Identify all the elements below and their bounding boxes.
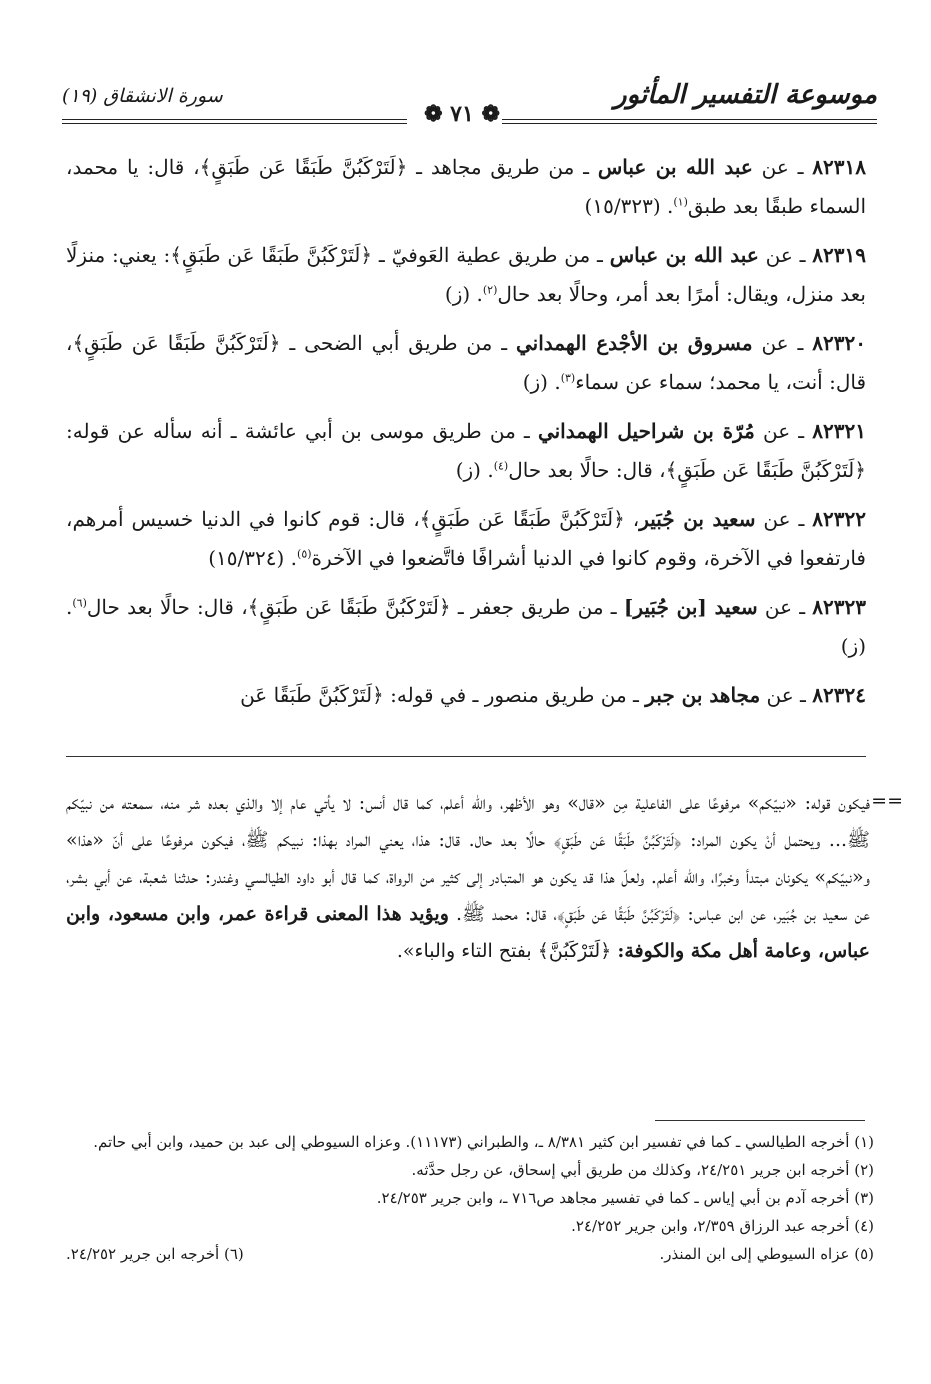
- narration-number: ٨٢٣٢٣: [812, 595, 866, 619]
- footnote-1: (١) أخرجه الطيالسي ـ كما في تفسير ابن كثير ٨/٣٨١ ـ، والطبراني (١١١٧٣). وعزاه السيوطي إلى عبد بن حميد، وابن أبي حاتم.: [93, 1133, 874, 1151]
- narrator-name: سعيد [بن جُبَير]: [623, 595, 758, 619]
- narrator-name: سعيد بن جُبَير: [639, 507, 756, 531]
- notes-separator: [66, 756, 866, 757]
- narrator-name: عبد الله بن عباس: [609, 243, 759, 267]
- page-number: ❁ ٧١ ❁: [424, 101, 500, 127]
- narrator-name: مُرّة بن شراحيل الهمداني: [537, 419, 755, 443]
- narration-82319: ٨٢٣١٩ ـ عن عبد الله بن عباس ـ من طريق عطية العَوفيّ ـ ﴿لَتَرْكَبُنَّ طَبَقًا عَن طَبَقٍ﴾: يعني: منزلًا بعد منزل، ويقال: أمرًا بعد أمر، وحالًا بعد حال$^{(٢)}$. (ز): [66, 243, 866, 306]
- narration-number: ٨٢٣٢٠: [812, 331, 866, 355]
- footnotes-5-6: [66, 1240, 874, 1268]
- footnotes: [66, 1128, 874, 1268]
- narration-number: ٨٢٣٢٤: [812, 683, 866, 707]
- footnote-ref: (٦): [72, 596, 87, 610]
- footnote-ref: (٥): [297, 547, 312, 561]
- footnote-3: (٣) أخرجه آدم بن أبي إياس ـ كما في تفسير مجاهد ص٧١٦ ـ، وابن جرير ٢٤/٢٥٣.: [376, 1189, 874, 1207]
- narrations: [66, 148, 866, 725]
- continuation-marker: ==: [871, 790, 903, 812]
- running-header: [62, 70, 877, 132]
- footnote-ref: (٤): [493, 459, 509, 473]
- footnotes-separator: [655, 1120, 865, 1121]
- footnote-ref: (٣): [560, 371, 576, 385]
- narration-number: ٨٢٣١٨: [812, 155, 867, 179]
- narration-82321: ٨٢٣٢١ ـ عن مُرّة بن شراحيل الهمداني ـ من طريق موسى بن أبي عائشة ـ أنه سأله عن قوله: ﴿لَتَرْكَبُنَّ طَبَقًا عَن طَبَقٍ﴾، قال: حالًا بعد حال$^{(٤)}$. (ز): [66, 419, 866, 482]
- note-emphasis: ويؤيد هذا المعنى قراءة عمر، وابن مسعود، وابن عباس، وعامة أهل مكة والكوفة:: [66, 903, 870, 962]
- narrator-name: عبد الله بن عباس: [597, 155, 753, 179]
- narration-82320: ٨٢٣٢٠ ـ عن مسروق بن الأجْدع الهمداني ـ من طريق أبي الضحى ـ ﴿لَتَرْكَبُنَّ طَبَقًا عَن طَبَقٍ﴾، قال: أنت، يا محمد؛ سماء عن سماء$^{(٣)}$. (ز): [66, 331, 866, 394]
- footnote-6: (٦) أخرجه ابن جرير ٢٤/٢٥٢.: [66, 1245, 244, 1263]
- narration-82322: ٨٢٣٢٢ ـ عن سعيد بن جُبَير، ﴿لَتَرْكَبُنَّ طَبَقًا عَن طَبَقٍ﴾، قال: قوم كانوا في الدنيا خسيس أمرهم، فارتفعوا في الآخرة، وقوم كانوا في الدنيا أشرافًا فاتَّضعوا في الآخرة$^{(٥)}$. (١٥/٣٢٤): [66, 507, 866, 570]
- footnote-ref: (٢): [482, 283, 498, 297]
- footnote-5: (٥) عزاه السيوطي إلى ابن المنذر.: [659, 1245, 874, 1263]
- ornament-left-icon: ❁: [473, 101, 500, 127]
- footnote-ref: (١): [673, 195, 688, 209]
- narration-number: ٨٢٣٢١: [812, 419, 866, 443]
- narrator-name: مجاهد بن جبر: [645, 683, 761, 707]
- narration-82324: ٨٢٣٢٤ ـ عن مجاهد بن جبر ـ من طريق منصور ـ في قوله: ﴿لَتَرْكَبُنَّ طَبَقًا عَن: [240, 683, 866, 707]
- book-title: موسوعة التفسير المأثور: [614, 80, 877, 110]
- narrator-name: مسروق بن الأجْدع الهمداني: [516, 331, 753, 355]
- ornament-right-icon: ❁: [424, 101, 451, 127]
- narration-82318: ٨٢٣١٨ ـ عن عبد الله بن عباس ـ من طريق مجاهد ـ ﴿لَتَرْكَبُنَّ طَبَقًا عَن طَبَقٍ﴾، قال: يا محمد، السماء طبقًا بعد طبق$^{(١)}$. (١٥/٣٢٣): [66, 155, 867, 218]
- footnote-2: (٢) أخرجه ابن جرير ٢٤/٢٥١، وكذلك من طريق أبي إسحاق، عن رجل حدَّثه.: [411, 1161, 874, 1179]
- editor-note: فيكون قوله: «نبيّكم» مرفوعًا على الفاعلية مِن «قال» وهو الأظهر، والله أعلم، كما قال أنس: لا يأتي عام إلا والذي بعده شر منه، سمعته من نبيّكم ﷺ... ويحتمل أنْ يكون المراد: ﴿لَتَرْكَبُنَّ طَبَقًا عَن طَبَقٍ﴾ حالًا بعد حال. قال: هذا، يعني المراد بهذا: نبيكم ﷺ، فيكون مرفوعًا على أنّ «هذا» و«نبيّكم» يكونان مبتدأ وخبرًا، والله أعلم. ولعلّ هذا قد يكون هو المتبادر إلى كثير من الرواة، كما قال أبو داود الطيالسي وغندر: حدثنا شعبة، عن أبي بشر، عن سعيد بن جُبَير، عن ابن عباس: ﴿لَتَرْكَبُنَّ طَبَقًا عَن طَبَقٍ﴾، قال: محمد ﷺ. ويؤيد هذا المعنى قراءة عمر، وابن مسعود، وابن عباس، وعامة أهل مكة والكوفة: ﴿لَتَرْكَبُنَّ﴾ بفتح التاء والباء».: [66, 792, 870, 962]
- footnote-4: (٤) أخرجه عبد الرزاق ٢/٣٥٩، وابن جرير ٢٤/٢٥٢.: [571, 1217, 874, 1235]
- narration-number: ٨٢٣١٩: [812, 243, 866, 267]
- narration-number: ٨٢٣٢٢: [812, 507, 866, 531]
- header-rule-right: [502, 119, 877, 120]
- surah-label: سورة الانشقاق (١٩): [62, 85, 223, 107]
- header-rule-left: [62, 119, 407, 120]
- narration-82323: ٨٢٣٢٣ ـ عن سعيد [بن جُبَير] ـ من طريق جعفر ـ ﴿لَتَرْكَبُنَّ طَبَقًا عَن طَبَقٍ﴾، قال: حالًا بعد حال$^{(٦)}$. (ز): [66, 595, 866, 658]
